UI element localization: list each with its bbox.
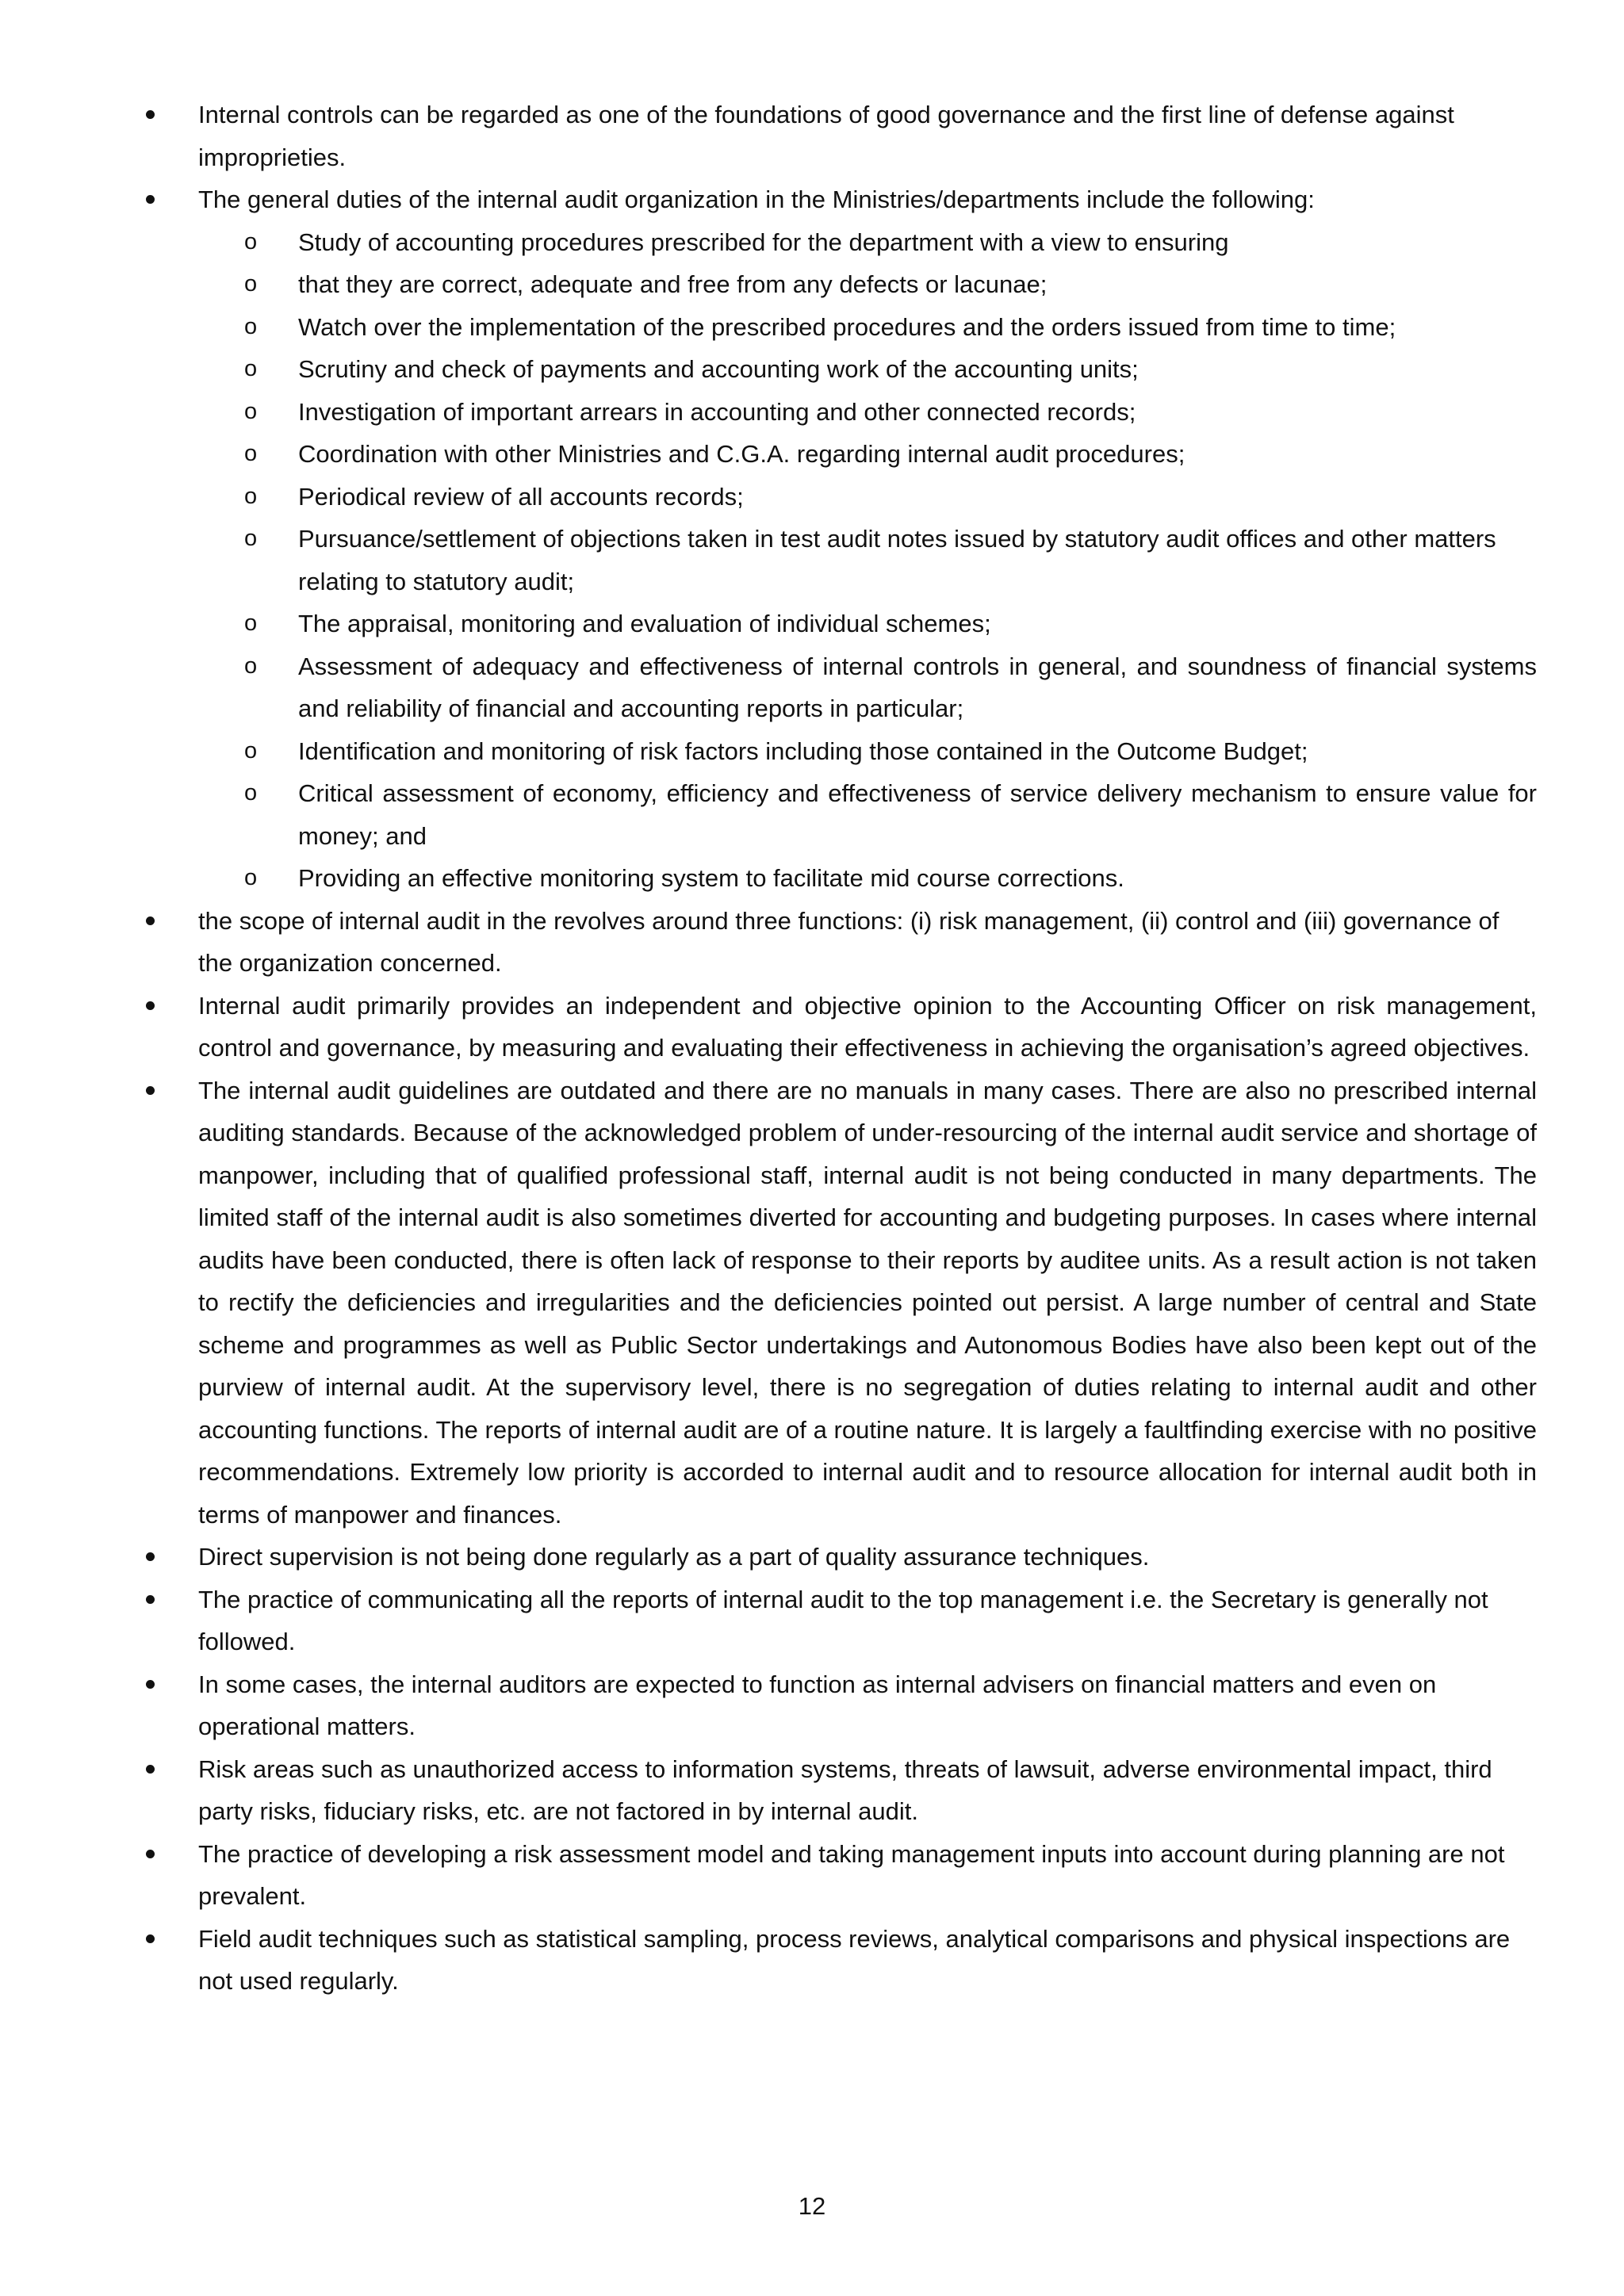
page-content	[141, 94, 1537, 2003]
sub-list-item	[141, 603, 1537, 645]
sub-item-text: Providing an effective monitoring system to facilitate mid course corrections.	[298, 864, 1124, 892]
bullet-text: In some cases, the internal auditors are expected to function as internal advisers on financial matters and even on operational matters.	[198, 1670, 1437, 1740]
sub-item-text: Critical assessment of economy, efficiency and effectiveness of service delivery mechanism to ensure value for money; and	[298, 779, 1537, 850]
sub-item-text: Watch over the implementation of the prescribed procedures and the orders issued from time to time;	[298, 312, 1396, 341]
sub-item-text: Pursuance/settlement of objections taken in test audit notes issued by statutory audit offices and other matters relating to statutory audit;	[298, 525, 1496, 595]
sub-item-text: Coordination with other Ministries and C.G.A. regarding internal audit procedures;	[298, 440, 1185, 468]
bullet-dot-icon	[146, 1680, 155, 1689]
sub-item-text: that they are correct, adequate and free from any defects or lacunae;	[298, 270, 1048, 298]
sub-list-item	[141, 221, 1537, 264]
sub-list-item	[141, 391, 1537, 434]
bullet-list	[141, 94, 1537, 2003]
circle-marker-icon: o	[244, 313, 258, 339]
sub-item-text: Periodical review of all accounts records;	[298, 482, 744, 511]
sub-list-item	[141, 476, 1537, 519]
bullet-dot-icon	[146, 1595, 155, 1604]
circle-marker-icon: o	[244, 271, 258, 297]
bullet-text: The general duties of the internal audit organization in the Ministries/departments include the following:	[198, 186, 1315, 213]
bullet-text: The internal audit guidelines are outdated and there are no manuals in many cases. There are also no prescribed internal auditing standards. Because of the acknowledged problem of under-resourcing of the internal audit service and shortage of manpower, including that of qualified professional staff, internal audit is not being conducted in many departments. The limited staff of the internal audit is also sometimes diverted for accounting and budgeting purposes. In cases where internal audits have been conducted, there is often lack of response to their reports by auditee units. As a result action is not taken to rectify the deficiencies and irregularities and the deficiencies pointed out persist. A large number of central and State scheme and programmes as well as Public Sector undertakings and Autonomous Bodies have also been kept out of the purview of internal audit. At the supervisory level, there is no segregation of duties relating to internal audit and other accounting functions. The reports of internal audit are of a routine nature. It is largely a faultfinding exercise with no positive recommendations. Extremely low priority is accorded to internal audit and to resource allocation for internal audit both in terms of manpower and finances.	[198, 1076, 1537, 1529]
bullet-dot-icon	[146, 1765, 155, 1774]
circle-marker-icon: o	[244, 865, 258, 890]
bullet-dot-icon	[146, 1850, 155, 1858]
bullet-dot-icon	[146, 195, 155, 204]
bullet-dot-icon	[146, 1086, 155, 1095]
bullet-item	[141, 985, 1537, 1070]
sub-item-text: Scrutiny and check of payments and accounting work of the accounting units;	[298, 355, 1139, 383]
bullet-item	[141, 900, 1537, 985]
bullet-item	[141, 1578, 1537, 1663]
sub-list-item	[141, 730, 1537, 773]
sub-item-text: The appraisal, monitoring and evaluation of individual schemes;	[298, 610, 991, 637]
sub-item-text: Assessment of adequacy and effectiveness of internal controls in general, and soundness of financial systems and reliability of financial and accounting reports in particular;	[298, 652, 1537, 722]
bullet-dot-icon	[146, 1001, 155, 1010]
sub-list-item	[141, 518, 1537, 603]
bullet-dot-icon	[146, 1934, 155, 1943]
sub-list-item	[141, 645, 1537, 730]
circle-marker-icon: o	[244, 441, 258, 466]
bullet-item	[141, 1663, 1537, 1748]
bullet-text: Field audit techniques such as statistical sampling, process reviews, analytical comparisons and physical inspections are not used regularly.	[198, 1924, 1511, 1995]
sub-list-item	[141, 433, 1537, 476]
bullet-dot-icon	[146, 110, 155, 119]
circle-marker-icon: o	[244, 737, 258, 763]
bullet-text: Internal audit primarily provides an independent and objective opinion to the Accounting Officer on risk management, control and governance, by measuring and evaluating their effectiveness in achieving the organisation’s agreed objectives.	[198, 991, 1537, 1062]
bullet-item	[141, 1833, 1537, 1918]
circle-marker-icon: o	[244, 610, 258, 636]
circle-marker-icon: o	[244, 652, 258, 679]
bullet-dot-icon	[146, 916, 155, 925]
sub-item-text: Identification and monitoring of risk factors including those contained in the Outcome Budget;	[298, 737, 1308, 765]
circle-marker-icon: o	[244, 398, 258, 424]
circle-marker-icon: o	[244, 228, 258, 254]
bullet-text: The practice of developing a risk assessment model and taking management inputs into account during planning are not prevalent.	[198, 1839, 1505, 1910]
bullet-item	[141, 1536, 1537, 1578]
sub-list-item	[141, 263, 1537, 306]
circle-marker-icon: o	[244, 356, 258, 381]
bullet-item	[141, 1070, 1537, 1536]
bullet-text: The practice of communicating all the reports of internal audit to the top management i.e. the Secretary is generally not followed.	[198, 1585, 1488, 1655]
bullet-text: Direct supervision is not being done regularly as a part of quality assurance techniques.	[198, 1543, 1150, 1571]
bullet-item	[141, 1918, 1537, 2003]
circle-marker-icon: o	[244, 780, 258, 806]
sub-list-item	[141, 306, 1537, 349]
sub-item-text: Investigation of important arrears in accounting and other connected records;	[298, 397, 1136, 426]
bullet-dot-icon	[146, 1552, 155, 1561]
sub-item-text: Study of accounting procedures prescribed for the department with a view to ensuring	[298, 228, 1229, 256]
circle-marker-icon: o	[244, 526, 258, 551]
bullet-item	[141, 178, 1537, 900]
circle-marker-icon: o	[244, 483, 258, 509]
bullet-text: Risk areas such as unauthorized access to information systems, threats of lawsuit, adverse environmental impact, third party risks, fiduciary risks, etc. are not factored in by internal audit.	[198, 1755, 1492, 1825]
bullet-text: the scope of internal audit in the revolves around three functions: (i) risk management, (ii) control and (iii) governance of the organization concerned.	[198, 906, 1500, 977]
sub-list-item	[141, 772, 1537, 857]
bullet-text: Internal controls can be regarded as one of the foundations of good governance and the first line of defense against improprieties.	[198, 101, 1454, 171]
bullet-item	[141, 94, 1537, 178]
sub-list-item	[141, 857, 1537, 900]
bullet-item	[141, 1748, 1537, 1833]
sub-list-item	[141, 348, 1537, 391]
sub-list	[198, 221, 1537, 900]
page-number: 12	[798, 2192, 826, 2220]
